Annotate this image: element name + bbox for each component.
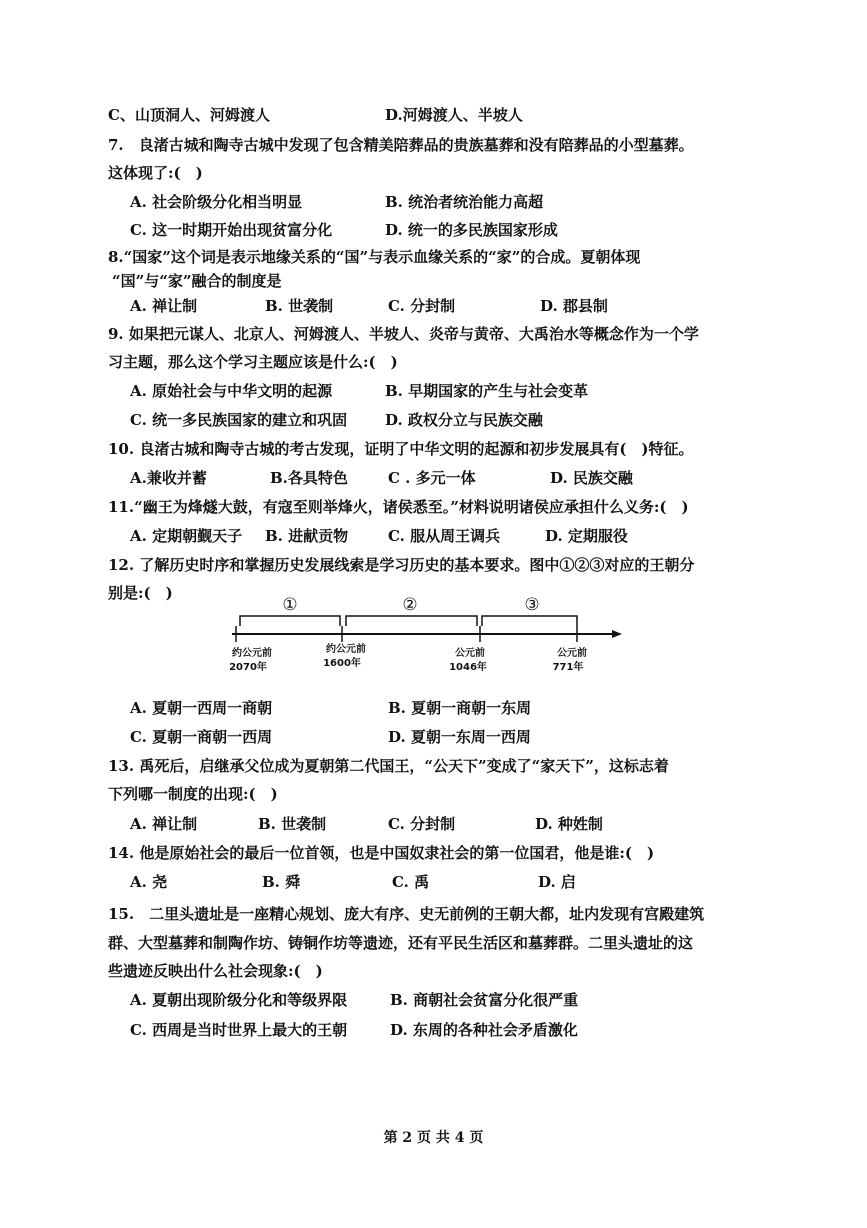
q14-option-c: C. 禹	[392, 873, 430, 891]
dynasty-timeline	[222, 590, 632, 685]
q15-option-b: B. 商朝社会贫富分化很严重	[390, 991, 579, 1009]
q9-option-a: A. 原始社会与中华文明的起源	[130, 382, 333, 400]
q14-option-a: A. 尧	[130, 873, 168, 891]
q7-option-a: A. 社会阶级分化相当明显	[130, 193, 303, 211]
q15-option-c: C. 西周是当时世界上最大的王朝	[130, 1021, 348, 1039]
q12-option-b: B. 夏朝一商朝一东周	[388, 699, 532, 717]
q13-stem-line-2: 下列哪一制度的出现:( )	[108, 785, 278, 803]
q7-option-c: C. 这一时期开始出现贫富分化	[130, 221, 333, 239]
tick-4-label-bottom: 771年	[552, 662, 584, 673]
segment-2-label: ②	[402, 595, 418, 615]
q10-option-d: D. 民族交融	[550, 469, 633, 487]
q6-option-c: C、山顶洞人、河姆渡人	[108, 106, 270, 124]
q10-option-b: B.各具特色	[270, 469, 348, 487]
q12-option-d: D. 夏朝一东周一西周	[388, 728, 531, 746]
q12-option-a: A. 夏朝一西周一商朝	[130, 699, 273, 717]
q11-stem-line-1: 11.“幽王为烽燧大鼓，有寇至则举烽火，诸侯悉至。”材料说明诸侯应承担什么义务:( )	[108, 498, 689, 516]
q8-option-c: C. 分封制	[388, 297, 456, 315]
q9-option-d: D. 政权分立与民族交融	[385, 411, 543, 429]
q12-stem-line-2: 别是:( )	[108, 584, 173, 602]
q15-option-d: D. 东周的各种社会矛盾激化	[390, 1021, 578, 1039]
q14-option-d: D. 启	[538, 873, 576, 891]
q13-option-a: A. 禅让制	[130, 815, 198, 833]
q9-option-b: B. 早期国家的产生与社会变革	[385, 382, 589, 400]
q11-option-c: C. 服从周王调兵	[388, 527, 501, 545]
tick-4-label-top: 公元前	[557, 648, 587, 659]
q12-stem-line-1: 12. 了解历史时序和掌握历史发展线索是学习历史的基本要求。图中①②③对应的王朝分	[108, 556, 695, 574]
tick-2-label-top: 约公元前	[326, 644, 366, 655]
q14-stem-line-1: 14. 他是原始社会的最后一位首领，也是中国奴隶社会的第一位国君，他是谁:( )	[108, 844, 655, 862]
q13-stem-line-1: 13. 禹死后，启继承父位成为夏朝第二代国王，“公天下”变成了“家天下”，这标志着	[108, 757, 669, 775]
q15-stem-line-1: 15. 二里头遗址是一座精心规划、庞大有序、史无前例的王朝大都，址内发现有宫殿建筑	[108, 905, 705, 923]
q8-stem-line-1: 8.“国家”这个词是表示地缘关系的“国”与表示血缘关系的“家”的合成。夏朝体现	[108, 248, 641, 266]
segment-1-label: ①	[282, 595, 298, 615]
segment-3-bracket	[482, 616, 577, 626]
tick-1-label-top: 约公元前	[232, 648, 272, 659]
q13-option-c: C. 分封制	[388, 815, 456, 833]
q8-option-d: D. 郡县制	[540, 297, 608, 315]
q8-option-a: A. 禅让制	[130, 297, 198, 315]
q7-stem-line-1: 7. 良渚古城和陶寺古城中发现了包含精美陪葬品的贵族墓葬和没有陪葬品的小型墓葬。	[108, 136, 694, 154]
tick-3-label-top: 公元前	[455, 648, 485, 659]
q15-stem-line-3: 些遗迹反映出什么社会现象:( )	[108, 962, 323, 980]
tick-3-label-bottom: 1046年	[449, 662, 487, 673]
q13-option-b: B. 世袭制	[258, 815, 327, 833]
segment-3-label: ③	[524, 595, 540, 615]
q11-option-b: B. 进献贡物	[265, 527, 349, 545]
q9-stem-line-1: 9. 如果把元谋人、北京人、河姆渡人、半坡人、炎帝与黄帝、大禹治水等概念作为一个学	[108, 325, 699, 343]
segment-1-bracket	[240, 616, 340, 626]
timeline-arrow-icon	[612, 630, 622, 638]
q7-stem-line-2: 这体现了:( )	[108, 164, 203, 182]
q11-option-d: D. 定期服役	[545, 527, 628, 545]
q9-option-c: C. 统一多民族国家的建立和巩固	[130, 411, 348, 429]
q14-option-b: B. 舜	[262, 873, 301, 891]
segment-2-bracket	[346, 616, 477, 626]
q11-option-a: A. 定期朝觐天子	[130, 527, 243, 545]
q7-option-d: D. 统一的多民族国家形成	[385, 221, 558, 239]
q13-option-d: D. 种姓制	[535, 815, 603, 833]
q6-option-d: D.河姆渡人、半坡人	[385, 106, 523, 124]
q12-option-c: C. 夏朝一商朝一西周	[130, 728, 273, 746]
tick-2-label-bottom: 1600年	[323, 658, 361, 669]
q8-stem-line-2: “国”与“家”融合的制度是	[112, 272, 282, 290]
q10-stem-line-1: 10. 良渚古城和陶寺古城的考古发现，证明了中华文明的起源和初步发展具有( )特征。	[108, 440, 694, 458]
q10-option-a: A.兼收并蓄	[130, 469, 207, 487]
q15-option-a: A. 夏朝出现阶级分化和等级界限	[130, 991, 348, 1009]
q10-option-c: C . 多元一体	[388, 469, 476, 487]
tick-1-label-bottom: 2070年	[229, 662, 267, 673]
q15-stem-line-2: 群、大型墓葬和制陶作坊、铸铜作坊等遗迹，还有平民生活区和墓葬群。二里头遗址的这	[108, 934, 694, 952]
q9-stem-line-2: 习主题，那么这个学习主题应该是什么:( )	[108, 353, 398, 371]
q8-option-b: B. 世袭制	[265, 297, 334, 315]
page-number-footer: 第 2 页 共 4 页	[383, 1130, 484, 1146]
q7-option-b: B. 统治者统治能力高超	[385, 193, 544, 211]
